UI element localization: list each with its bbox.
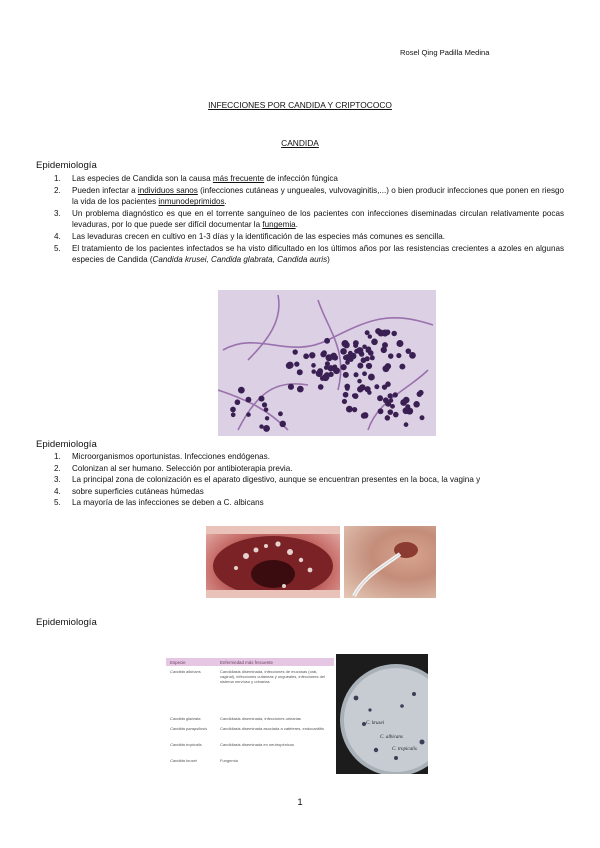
section-subtitle: CANDIDA	[281, 138, 319, 148]
list-item: 5. El tratamiento de los pacientes infectados se ha visto dificultado en los últimos años por las resistencias crecientes a azoles en algunas especies de Candida (Candida krusei, Candida glabrata, Candida auris)	[54, 243, 564, 265]
plate-label: C. albicans	[380, 735, 403, 740]
table-header-species: Especie	[170, 659, 186, 665]
list-item: 4. sobre superficies cutáneas húmedas	[54, 486, 204, 496]
epidemiology-list-2	[36, 451, 564, 509]
candida-species-table: Especie Enfermedad más frecuente Candida albicans Candidiasis diseminada, infecciones de mucosas (oral, vaginal), infecciones cutáneas y ungueales, infecciones del sistema nervioso y urinarias Candida glabrata Candidiasis diseminada, infecciones urinarias Candida parapsilosis Candidiasis diseminada asociada a catéteres, endocarditis Candida tropicalis Candidiasis diseminada en neutropénicos Candida krusei Fungemia	[166, 656, 334, 774]
plate-label: C. krusei	[366, 721, 385, 726]
list-item: 3. Un problema diagnóstico es que en el torrente sanguíneo de los pacientes con infecciones diseminadas circulan relativamente pocas levaduras, por lo que puede ser difícil documentar la fungemia.	[54, 208, 564, 230]
epidemiology-list-1	[36, 173, 564, 266]
list-item: 3. La principal zona de colonización es el aparato digestivo, aunque se encuentran presentes en la boca, la vagina y	[54, 475, 481, 485]
page-number: 1	[297, 797, 303, 808]
table-header	[166, 658, 334, 666]
list-item: 2. Colonizan al ser humano. Selección por antibioterapia previa.	[54, 463, 293, 473]
candida-microscopy-image	[218, 290, 436, 436]
list-item: 4. Las levaduras crecen en cultivo en 1-3 días y la identificación de las especies más comunes es sencilla.	[54, 231, 445, 241]
plate-label: C. tropicalis	[392, 747, 417, 752]
section-heading: Epidemiología	[36, 160, 97, 171]
list-item: 5. La mayoría de las infecciones se deben a C. albicans	[54, 498, 264, 508]
list-item: 2. Pueden infectar a individuos sanos (infecciones cutáneas y ungueales, vulvovaginitis,...) o bien producir infecciones que ponen en riesgo la vida de los pacientes inmunodeprimidos.	[54, 185, 565, 207]
list-item: 1. Las especies de Candida son la causa más frecuente de infección fúngica	[54, 174, 338, 183]
oral-candidiasis-photo	[206, 526, 340, 598]
table-header-disease: Enfermedad más frecuente	[220, 659, 273, 665]
chromogenic-agar-plate-photo	[336, 654, 428, 774]
section-heading: Epidemiología	[36, 617, 97, 628]
catheter-site-photo	[344, 526, 436, 598]
document-title: INFECCIONES POR CANDIDA Y CRIPTOCOCO	[208, 100, 392, 110]
list-item: 1. Microorganismos oportunistas. Infecciones endógenas.	[54, 452, 270, 461]
author-name: Rosel Qing Padilla Medina	[400, 48, 490, 57]
section-heading: Epidemiología	[36, 439, 97, 450]
